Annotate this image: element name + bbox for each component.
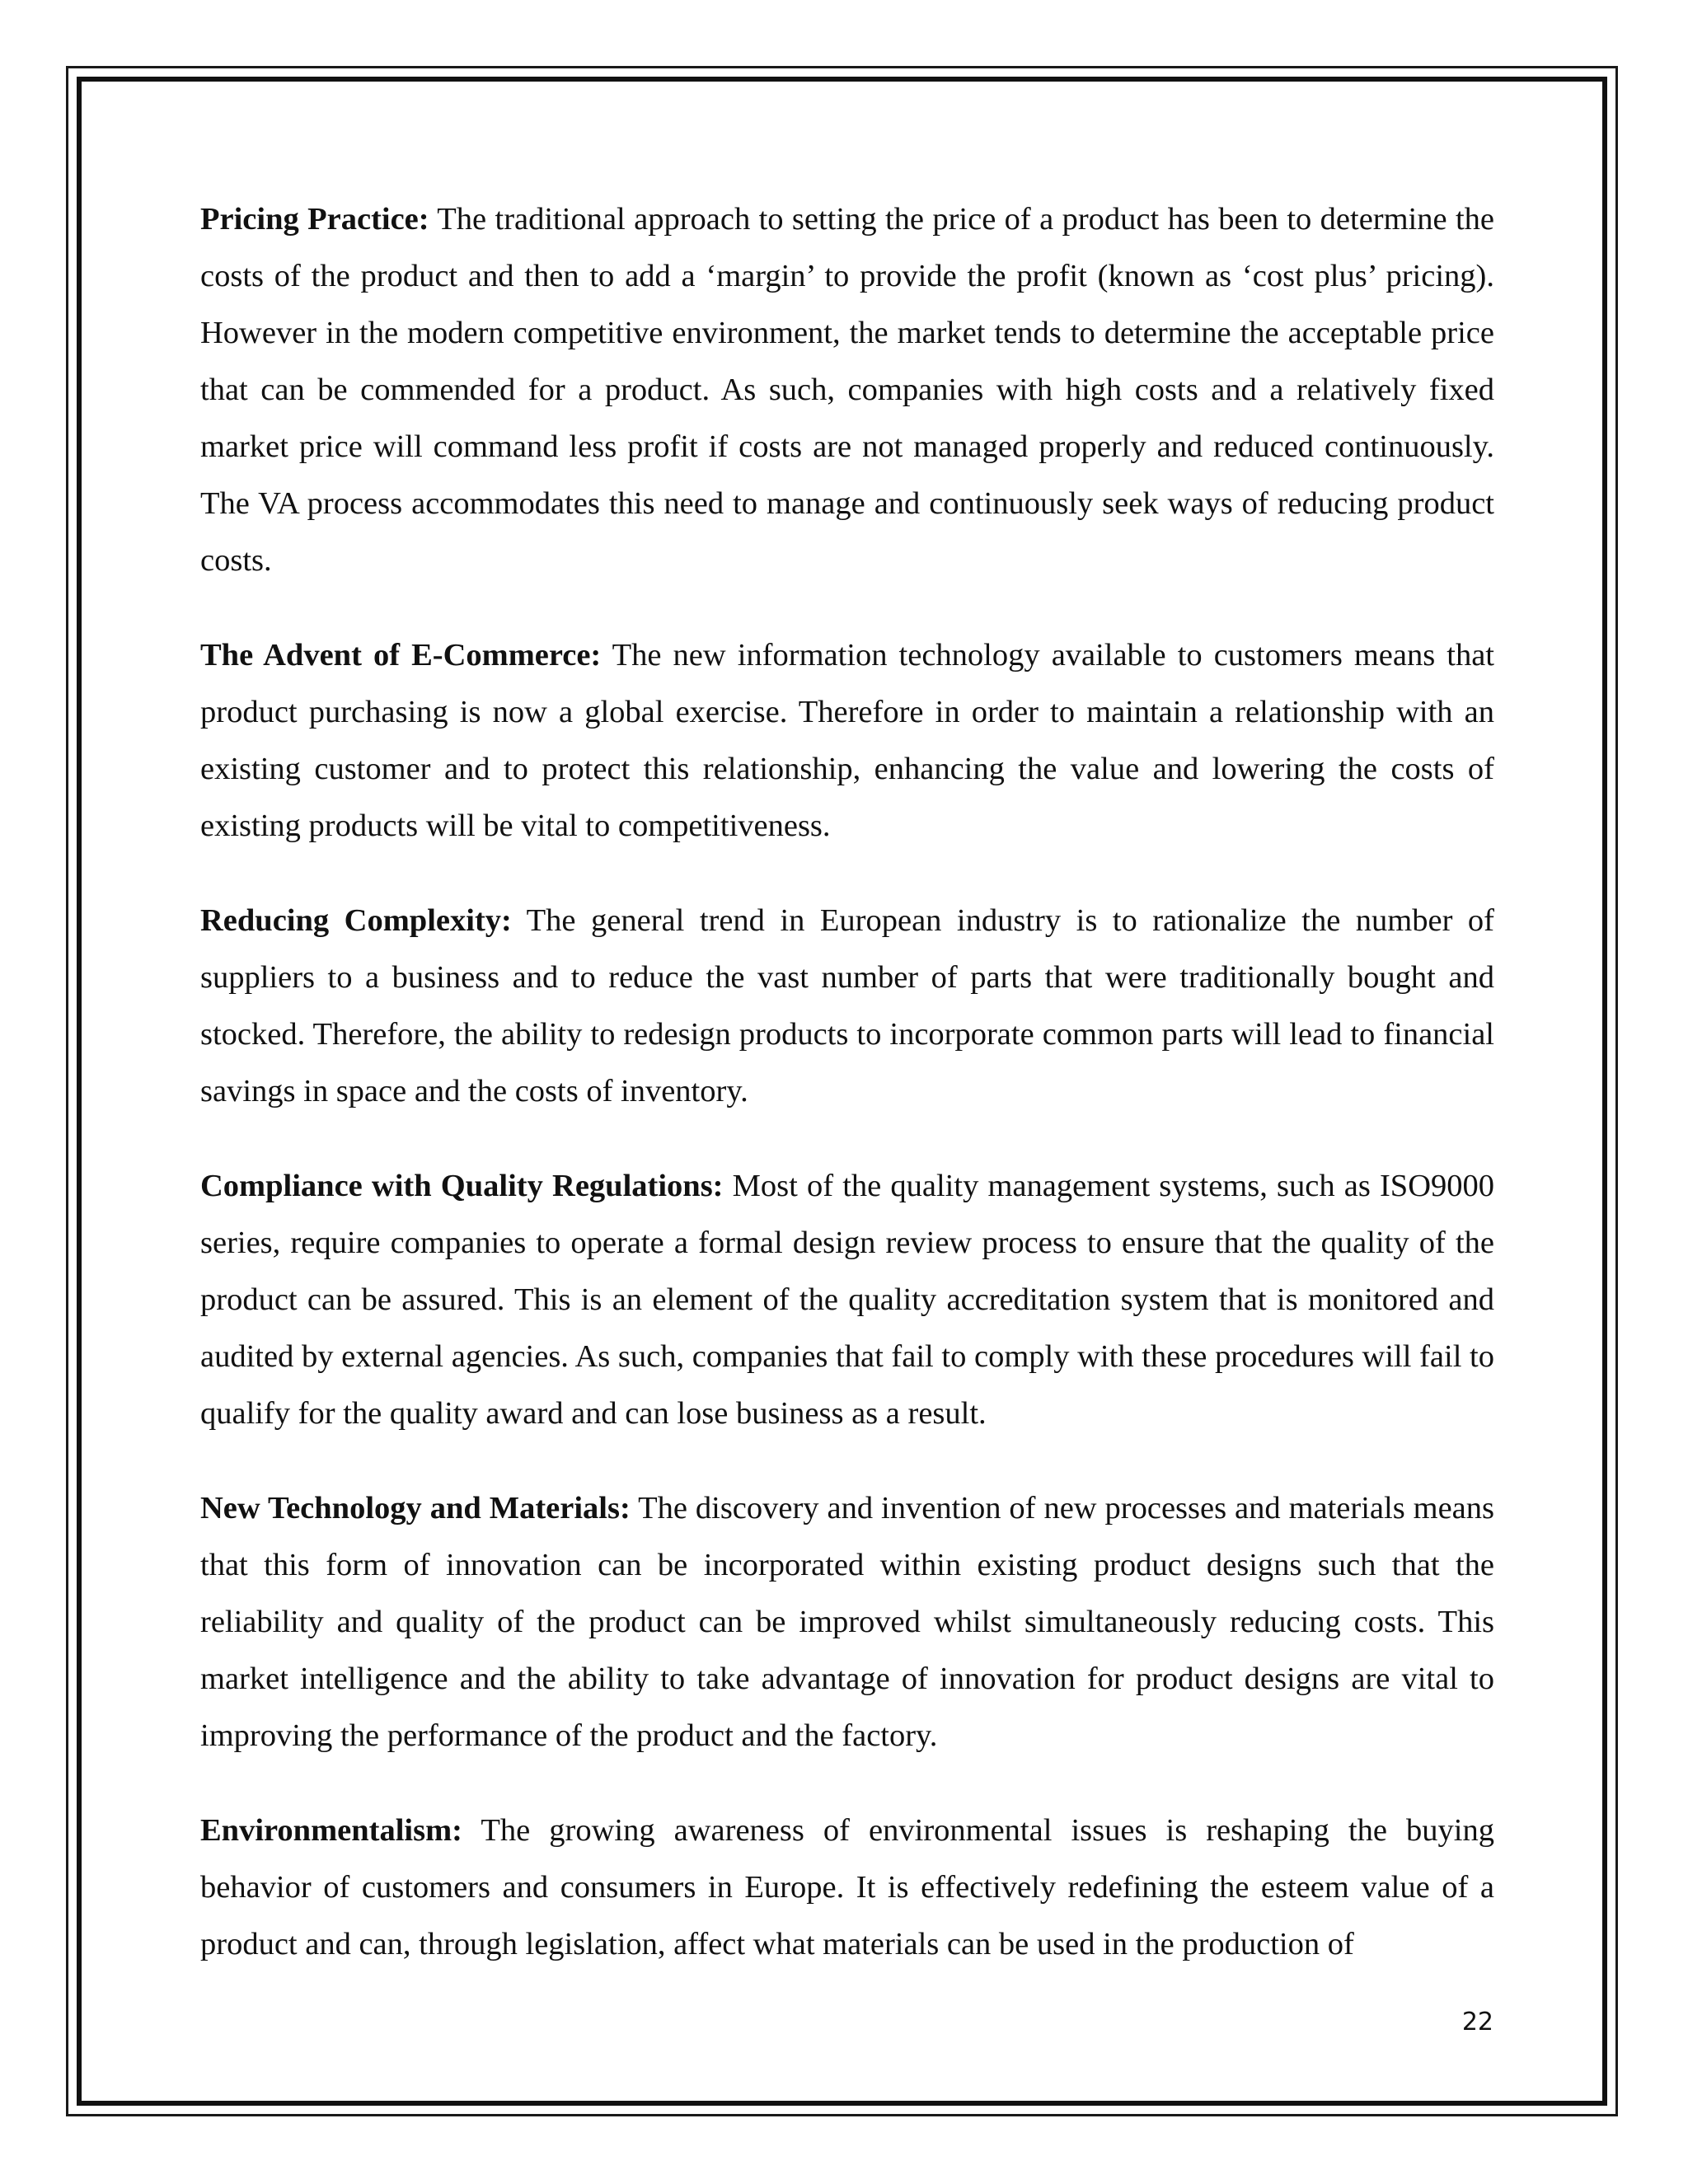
paragraph-heading: The Advent of E-Commerce: xyxy=(200,638,602,673)
paragraph-new-technology xyxy=(200,1480,1494,1765)
paragraph-environmentalism xyxy=(200,1802,1494,1973)
paragraph-reducing-complexity xyxy=(200,893,1494,1120)
paragraph-body: The new information technology available to customers means that product purchasing is now a global exercise. Therefore in order to maintain a relationship with an existing customer and to protect this relationship, enhancing the value and lowering the costs of existing products will be vital to competitiveness. xyxy=(200,638,1494,843)
paragraph-quality-regulations xyxy=(200,1158,1494,1442)
paragraph-e-commerce xyxy=(200,627,1494,855)
paragraph-body: The discovery and invention of new processes and materials means that this form of innovation can be incorporated within existing product designs such that the reliability and quality of the product can be improved whilst simultaneously reducing costs. This market intelligence and the ability to take advantage of innovation for product designs are vital to improving the performance of the product and the factory. xyxy=(200,1491,1494,1753)
paragraph-body: The general trend in European industry is to rationalize the number of suppliers to a business and to reduce the vast number of parts that were traditionally bought and stocked. Therefore, the ability to redesign products to incorporate common parts will lead to financial savings in space and the costs of inventory. xyxy=(200,903,1494,1108)
paragraph-body: The growing awareness of environmental issues is reshaping the buying behavior of customers and consumers in Europe. It is effectively redefining the esteem value of a product and can, through legislation, affect what materials can be used in the production of xyxy=(200,1813,1494,1961)
page-content xyxy=(200,191,1494,2011)
paragraph-heading: Compliance with Quality Regulations: xyxy=(200,1169,724,1203)
paragraph-body: The traditional approach to setting the price of a product has been to determine the costs of the product and then to add a ‘margin’ to provide the profit (known as ‘cost plus’ pricing). However in the modern competitive environment, the market tends to determine the acceptable price that can be commended for a product. As such, companies with high costs and a relatively fixed market price will command less profit if costs are not managed properly and reduced continuously. The VA process accommodates this need to manage and continuously seek ways of reducing product costs. xyxy=(200,202,1494,578)
page-number: 22 xyxy=(1461,2008,1493,2036)
paragraph-heading: Reducing Complexity: xyxy=(200,903,512,938)
paragraph-heading: Environmentalism: xyxy=(200,1813,463,1848)
paragraph-heading: New Technology and Materials: xyxy=(200,1491,631,1526)
paragraph-pricing-practice xyxy=(200,191,1494,589)
paragraph-body: Most of the quality management systems, such as ISO9000 series, require companies to operate a formal design review process to ensure that the quality of the product can be assured. This is an element of the quality accreditation system that is monitored and audited by external agencies. As such, companies that fail to comply with these procedures will fail to qualify for the quality award and can lose business as a result. xyxy=(200,1169,1494,1431)
paragraph-heading: Pricing Practice: xyxy=(200,202,429,237)
